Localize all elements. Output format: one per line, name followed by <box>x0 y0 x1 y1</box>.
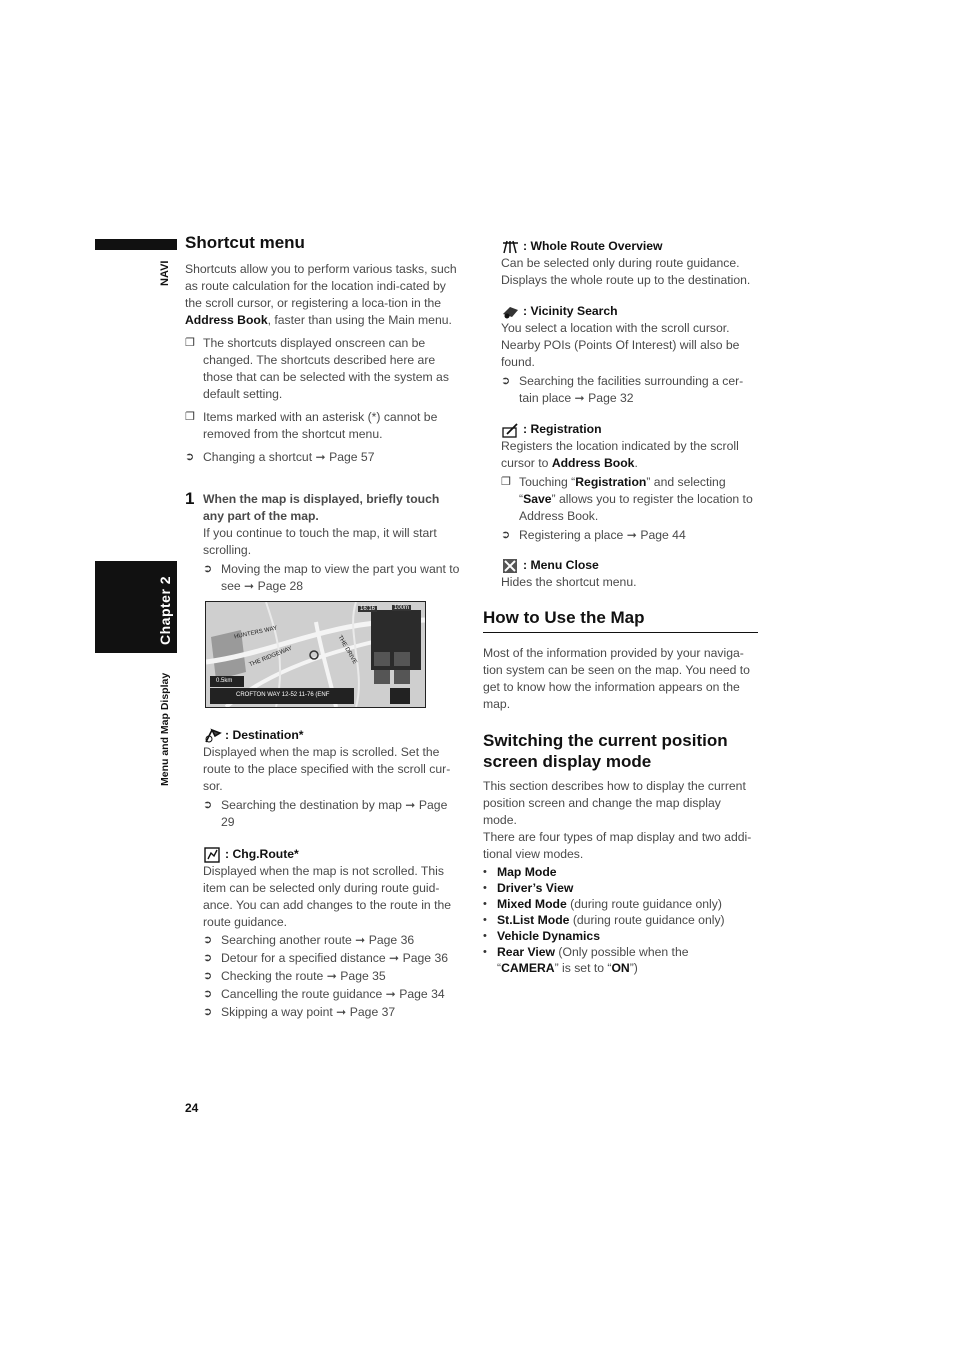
reference-item: ➲ Registering a place ➞ Page 44 <box>501 528 686 542</box>
chgroute-text: Displayed when the map is not scrolled. This item can be selected only during route guid-ance. You can add changes to the route in the route guidance. <box>203 864 452 929</box>
reference-item: ➲ Detour for a specified distance ➞ Page 36 <box>203 951 449 965</box>
step-instruction: When the map is displayed, briefly touch any part of the map. <box>203 492 440 523</box>
switching-text-1: This section describes how to display the current position screen and change the map display mode. <box>483 779 746 827</box>
mode-item: • Rear View (Only possible when the “CAMERA” is set to “ON”) <box>483 945 689 975</box>
mode-item: • Mixed Mode (during route guidance only) <box>483 897 722 911</box>
reference-item: ➲ Searching another route ➞ Page 36 <box>203 933 415 947</box>
reference-arrow-icon: ➲ <box>501 529 511 541</box>
map-street-label: HUNTERS WAY <box>233 625 278 641</box>
how-to-section <box>483 608 758 713</box>
registration-item <box>501 421 759 544</box>
how-to-heading: How to Use the Map <box>483 608 645 627</box>
map-screenshot <box>205 601 426 708</box>
destination-flag-icon <box>203 728 222 744</box>
switching-text-2: There are four types of map display and two addi-tional view modes. <box>483 830 752 861</box>
mode-item: • Vehicle Dynamics <box>483 929 600 943</box>
reference-item: ➲ Moving the map to view the part you want to see ➞ Page 28 <box>203 562 460 593</box>
chgroute-item <box>203 846 461 1021</box>
whole-route-item <box>501 238 759 289</box>
reference-arrow-icon: ➲ <box>203 988 213 1000</box>
mode-item: • St.List Mode (during route guidance only) <box>483 913 725 927</box>
bullet-dot: • <box>483 946 487 958</box>
page-number: 24 <box>185 1101 199 1115</box>
reference-item: ➲ Searching the facilities surrounding a cer-tain place ➞ Page 32 <box>501 374 744 405</box>
reference-arrow-icon: ➲ <box>501 375 511 387</box>
reference-item: ➲ Cancelling the route guidance ➞ Page 34 <box>203 987 445 1001</box>
reference-item: ➲ Changing a shortcut ➞ Page 57 <box>185 450 375 464</box>
vicinity-title: : Vicinity Search <box>501 303 759 320</box>
square-note-icon: ❐ <box>185 411 195 423</box>
bullet-dot: • <box>483 882 487 894</box>
whole-route-title: : Whole Route Overview <box>501 238 759 255</box>
note-item: ❐ Touching “Registration” and selecting “Save” allows you to register the location to Address Book. <box>501 475 753 523</box>
reference-arrow-icon: ➲ <box>203 1006 213 1018</box>
menu-close-icon <box>501 558 520 574</box>
vicinity-item <box>501 303 759 407</box>
margin-section-label: NAVI <box>159 260 171 286</box>
destination-text: Displayed when the map is scrolled. Set the route to the place specified with the scroll cur-sor. <box>203 745 451 793</box>
map-street-label: THE DRIVE <box>336 634 358 666</box>
switching-section <box>483 730 758 976</box>
bullet-dot: • <box>483 866 487 878</box>
note-item: ❐ Items marked with an asterisk (*) cannot be removed from the shortcut menu. <box>185 410 438 441</box>
mode-list <box>483 864 758 976</box>
heading-rule <box>483 632 758 633</box>
shortcut-heading: Shortcut menu <box>185 233 305 252</box>
registration-icon <box>501 422 520 438</box>
reference-item: ➲ Searching the destination by map ➞ Page 29 <box>203 798 448 829</box>
reference-item: ➲ Checking the route ➞ Page 35 <box>203 969 386 983</box>
map-road-name: CROFTON WAY 12-52 11-76 (ENF <box>236 692 330 698</box>
chapter-tab <box>95 561 177 653</box>
registration-title: : Registration <box>501 421 759 438</box>
square-note-icon: ❐ <box>185 337 195 349</box>
bullet-dot: • <box>483 930 487 942</box>
step-number: 1 <box>185 489 195 508</box>
map-scale: 0.5km <box>216 678 233 684</box>
margin-top-bar <box>95 239 177 250</box>
whole-route-text: Can be selected only during route guidance. Displays the whole route up to the destination. <box>501 256 751 287</box>
shortcut-section <box>185 233 460 466</box>
square-note-icon: ❐ <box>501 476 511 488</box>
reference-arrow-icon: ➲ <box>203 934 213 946</box>
change-route-icon <box>203 847 222 863</box>
switching-heading: Switching the current position screen display mode <box>483 731 728 771</box>
mode-item: • Driver’s View <box>483 881 574 895</box>
chapter-title: Menu and Map Display <box>159 672 171 786</box>
menu-close-title: : Menu Close <box>501 557 759 574</box>
map-time: 16:16 <box>360 606 376 612</box>
reference-arrow-icon: ➲ <box>203 799 213 811</box>
map-badge: 100m <box>394 605 410 611</box>
reference-arrow-icon: ➲ <box>203 952 213 964</box>
chgroute-title: : Chg.Route* <box>203 846 461 863</box>
chapter-label: Chapter 2 <box>157 575 173 645</box>
vicinity-text: You select a location with the scroll cursor. Nearby POIs (Points Of Interest) will also be found. <box>501 321 740 369</box>
step-text: If you continue to touch the map, it will start scrolling. <box>203 526 437 557</box>
menu-close-text: Hides the shortcut menu. <box>501 575 637 589</box>
map-street-label: THE RIDGEWAY <box>248 645 294 669</box>
reference-arrow-icon: ➲ <box>203 563 213 575</box>
how-to-text: Most of the information provided by your naviga-tion system can be seen on the map. You need to get to know how the information appears on the map. <box>483 646 750 711</box>
reference-arrow-icon: ➲ <box>185 451 195 463</box>
step-1 <box>185 491 460 595</box>
shortcut-intro: Shortcuts allow you to perform various tasks, such as route calculation for the location indi-cated by the scroll cursor, or registering a loca-tion in the Address Book, faster than using the Main menu. <box>185 262 457 327</box>
bullet-dot: • <box>483 914 487 926</box>
menu-close-item <box>501 557 759 591</box>
destination-item <box>203 727 461 831</box>
registration-text: Registers the location indicated by the scroll cursor to Address Book. <box>501 439 739 470</box>
reference-item: ➲ Skipping a way point ➞ Page 37 <box>203 1005 396 1019</box>
destination-title: : Destination* <box>203 727 461 744</box>
vicinity-search-icon <box>501 304 520 320</box>
note-item: ❐ The shortcuts displayed onscreen can be changed. The shortcuts described here are those that can be selected with the system as default setting. <box>185 336 449 401</box>
reference-arrow-icon: ➲ <box>203 970 213 982</box>
whole-route-icon <box>501 239 520 255</box>
bullet-dot: • <box>483 898 487 910</box>
mode-item: • Map Mode <box>483 865 557 879</box>
